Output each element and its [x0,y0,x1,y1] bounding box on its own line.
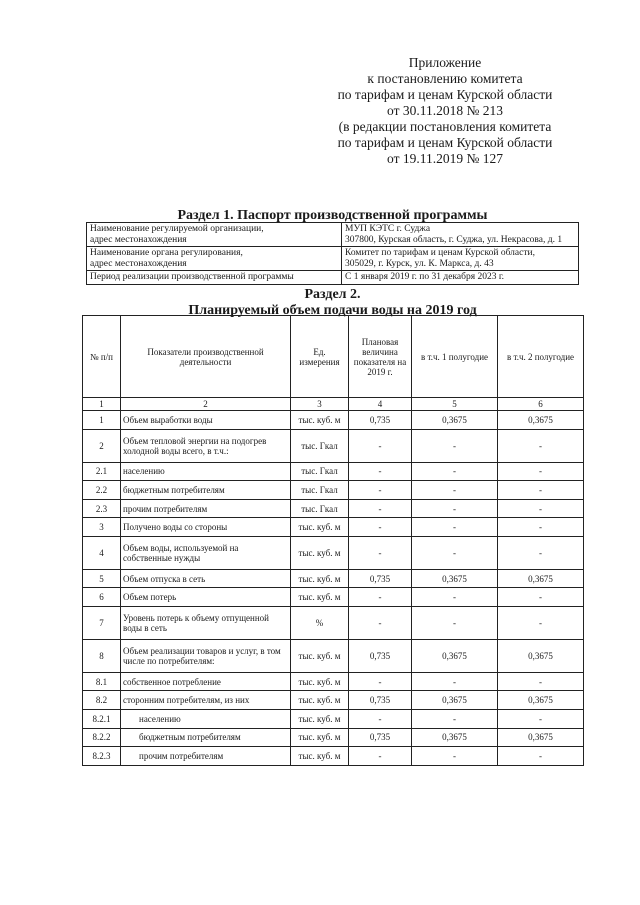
passport-table [86,222,579,285]
row-indicator: Объем тепловой энергии на подогрев холодной воды всего, в т.ч.: [121,429,291,462]
header-unit: Ед. измерения [291,316,349,398]
row-half2: - [498,462,584,481]
row-num: 2.1 [83,462,121,481]
table-row [83,710,584,729]
passport-key [87,271,342,285]
appendix-line: к постановлению комитета [367,71,523,86]
column-number: 4 [349,398,412,411]
appendix-line: по тарифам и ценам Курской области [337,87,553,102]
appendix-line: по тарифам и ценам Курской области [337,135,553,150]
row-num: 7 [83,607,121,640]
column-number: 2 [121,398,291,411]
passport-row [87,223,579,247]
header-half1: в т.ч. 1 полугодие [412,316,498,398]
table-column-numbers-row [83,398,584,411]
row-num: 2 [83,429,121,462]
row-half2: - [498,607,584,640]
row-num: 8.2 [83,691,121,710]
row-plan: 0,735 [349,411,412,430]
row-unit: тыс. куб. м [291,569,349,588]
row-plan: - [349,747,412,766]
row-indicator: Уровень потерь к объему отпущенной воды в сеть [121,607,291,640]
passport-key-line: адрес местонахождения [90,258,187,269]
row-half1: 0,3675 [412,691,498,710]
header-indicator: Показатели производственной деятельности [121,316,291,398]
row-plan: 0,735 [349,728,412,747]
row-num: 6 [83,588,121,607]
appendix-line: от 30.11.2018 № 213 [387,103,503,118]
row-plan: - [349,499,412,518]
column-number: 6 [498,398,584,411]
passport-key-line: адрес местонахождения [90,234,187,245]
row-half2: - [498,747,584,766]
row-indicator: прочим потребителям [121,499,291,518]
passport-value [342,247,579,271]
row-half2: - [498,710,584,729]
row-indicator: Объем воды, используемой на собственные нужды [121,536,291,569]
table-row [83,429,584,462]
row-num: 1 [83,411,121,430]
row-half2: - [498,518,584,537]
row-unit: тыс. Гкал [291,462,349,481]
row-plan: - [349,481,412,500]
row-half1: - [412,499,498,518]
row-indicator: Объем потерь [121,588,291,607]
row-unit: тыс. Гкал [291,499,349,518]
appendix-line: от 19.11.2019 № 127 [387,151,503,166]
passport-row [87,247,579,271]
passport-value-line: Комитет по тарифам и ценам Курской области, [345,248,535,258]
table-row [83,747,584,766]
passport-value-line: 305029, г. Курск, ул. К. Маркса, д. 43 [345,258,494,269]
table-row [83,607,584,640]
row-unit: тыс. куб. м [291,672,349,691]
row-plan: - [349,588,412,607]
table-row [83,481,584,500]
table-row [83,639,584,672]
row-half2: 0,3675 [498,691,584,710]
row-indicator: Объем реализации товаров и услуг, в том числе по потребителям: [121,639,291,672]
row-half1: - [412,429,498,462]
row-unit: тыс. куб. м [291,691,349,710]
header-half2: в т.ч. 2 полугодие [498,316,584,398]
row-num: 8.2.3 [83,747,121,766]
passport-value-line: 307800, Курская область, г. Суджа, ул. Некрасова, д. 1 [345,234,563,245]
row-half1: - [412,462,498,481]
header-plan: Плановая величина показателя на 2019 г. [349,316,412,398]
row-num: 4 [83,536,121,569]
passport-key-line: Наименование регулируемой организации, [90,224,264,234]
row-half1: - [412,710,498,729]
row-unit: тыс. куб. м [291,518,349,537]
row-plan: - [349,672,412,691]
passport-value-line: МУП КЭТС г. Суджа [345,224,431,234]
row-plan: - [349,536,412,569]
water-volume-table [82,315,584,766]
row-plan: - [349,710,412,729]
row-unit: тыс. куб. м [291,747,349,766]
row-num: 8.2.1 [83,710,121,729]
row-plan: - [349,462,412,481]
row-half1: - [412,536,498,569]
appendix-line: (в редакции постановления комитета [338,119,552,134]
passport-value [342,271,579,285]
row-half2: 0,3675 [498,569,584,588]
row-indicator: населению [121,462,291,481]
table-row [83,588,584,607]
passport-key-line: Наименование органа регулирования, [90,248,243,258]
table-header-row [83,316,584,398]
table-row [83,499,584,518]
row-half1: 0,3675 [412,639,498,672]
section2-title-line2: Планируемый объем подачи воды на 2019 год [188,303,477,318]
row-half1: - [412,481,498,500]
row-half1: - [412,747,498,766]
row-plan: 0,735 [349,691,412,710]
passport-value [342,223,579,247]
table-row [83,411,584,430]
row-half1: 0,3675 [412,728,498,747]
row-unit: тыс. куб. м [291,639,349,672]
table-row [83,672,584,691]
row-indicator: Объем выработки воды [121,411,291,430]
row-indicator: собственное потребление [121,672,291,691]
row-half1: 0,3675 [412,569,498,588]
row-half2: 0,3675 [498,411,584,430]
row-num: 5 [83,569,121,588]
column-number: 1 [83,398,121,411]
row-num: 2.3 [83,499,121,518]
table-row [83,569,584,588]
row-num: 3 [83,518,121,537]
row-unit: тыс. куб. м [291,588,349,607]
row-half2: - [498,429,584,462]
row-indicator: сторонним потребителям, из них [121,691,291,710]
row-half2: - [498,672,584,691]
row-unit: тыс. Гкал [291,481,349,500]
row-unit: тыс. куб. м [291,710,349,729]
row-half1: - [412,607,498,640]
row-indicator: бюджетным потребителям [121,481,291,500]
row-half2: - [498,536,584,569]
appendix-line: Приложение [408,55,482,70]
row-half2: - [498,481,584,500]
row-num: 8 [83,639,121,672]
passport-key [87,223,342,247]
row-num: 8.2.2 [83,728,121,747]
row-plan: 0,735 [349,569,412,588]
row-indicator: бюджетным потребителям [121,728,291,747]
passport-value-line: С 1 января 2019 г. по 31 декабря 2023 г. [345,272,505,282]
row-indicator: населению [121,710,291,729]
row-half1: - [412,672,498,691]
table-row [83,536,584,569]
row-indicator: Объем отпуска в сеть [121,569,291,588]
row-half1: 0,3675 [412,411,498,430]
section2-title-line1: Раздел 2. [304,287,361,302]
table-row [83,518,584,537]
row-num: 2.2 [83,481,121,500]
section1-title: Раздел 1. Паспорт производственной программы [177,208,488,223]
table-row [83,691,584,710]
appendix-block [300,55,590,167]
row-unit: тыс. куб. м [291,728,349,747]
column-number: 5 [412,398,498,411]
row-indicator: прочим потребителям [121,747,291,766]
row-plan: - [349,518,412,537]
table-row [83,728,584,747]
row-unit: % [291,607,349,640]
row-indicator: Получено воды со стороны [121,518,291,537]
row-unit: тыс. куб. м [291,536,349,569]
row-unit: тыс. Гкал [291,429,349,462]
header-num: № п/п [83,316,121,398]
passport-key [87,247,342,271]
row-half2: - [498,499,584,518]
column-number: 3 [291,398,349,411]
passport-row [87,271,579,285]
table-row [83,462,584,481]
row-half1: - [412,518,498,537]
row-half2: 0,3675 [498,728,584,747]
row-half2: 0,3675 [498,639,584,672]
row-plan: - [349,429,412,462]
row-num: 8.1 [83,672,121,691]
row-half1: - [412,588,498,607]
row-half2: - [498,588,584,607]
row-plan: - [349,607,412,640]
row-unit: тыс. куб. м [291,411,349,430]
passport-key-line: Период реализации производственной программы [90,272,294,282]
row-plan: 0,735 [349,639,412,672]
